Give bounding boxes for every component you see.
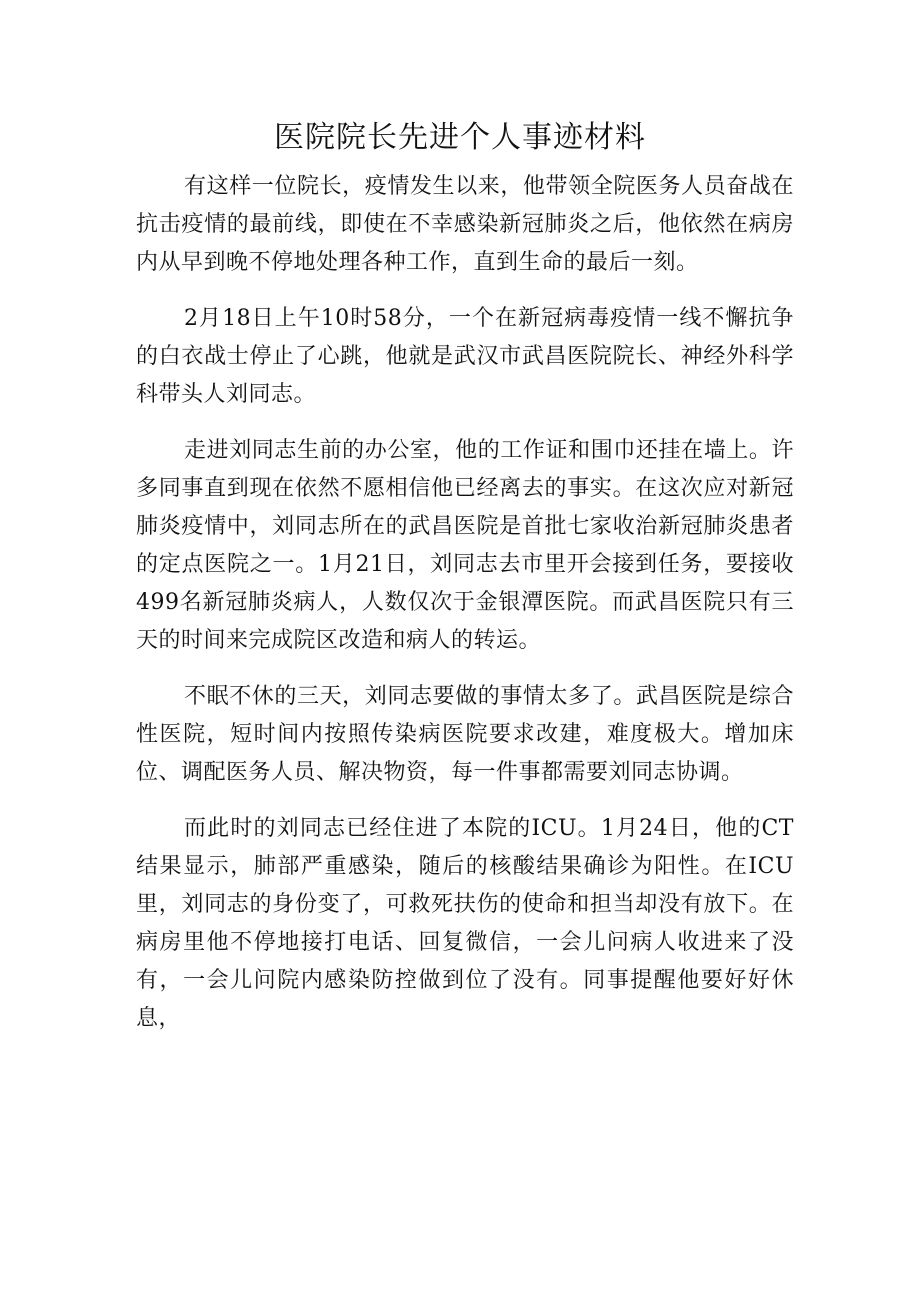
document-title: 医院院长先进个人事迹材料 bbox=[274, 120, 646, 155]
paragraph: 而此时的刘同志已经住进了本院的ICU。1月24日，他的CT结果显示，肺部严重感染，随后的核酸结果确诊为阳性。在ICU里，刘同志的身份变了，可救死扶伤的使命和担当却没有放下。在病房里他不停地接打电话、回复微信，一会儿问病人收进来了没有，一会儿问院内感染防控做到位了没有。同事提醒他要好好休息， bbox=[136, 816, 794, 1031]
paragraph: 不眠不休的三天，刘同志要做的事情太多了。武昌医院是综合性医院，短时间内按照传染病医院要求改建，难度极大。增加床位、调配医务人员、解决物资，每一件事都需要刘同志协调。 bbox=[136, 684, 794, 785]
document-body bbox=[136, 168, 794, 1038]
paragraph: 2月18日上午10时58分，一个在新冠病毒疫情一线不懈抗争的白衣战士停止了心跳，他就是武汉市武昌医院院长、神经外科学科带头人刘同志。 bbox=[136, 306, 794, 407]
paragraph: 走进刘同志生前的办公室，他的工作证和围巾还挂在墙上。许多同事直到现在依然不愿相信他已经离去的事实。在这次应对新冠肺炎疫情中，刘同志所在的武昌医院是首批七家收治新冠肺炎患者的定点医院之一。1月21日，刘同志去市里开会接到任务，要接收499名新冠肺炎病人，人数仅次于金银潭医院。而武昌医院只有三天的时间来完成院区改造和病人的转运。 bbox=[136, 438, 794, 653]
paragraph: 有这样一位院长，疫情发生以来，他带领全院医务人员奋战在抗击疫情的最前线，即使在不幸感染新冠肺炎之后，他依然在病房内从早到晚不停地处理各种工作，直到生命的最后一刻。 bbox=[136, 174, 794, 275]
